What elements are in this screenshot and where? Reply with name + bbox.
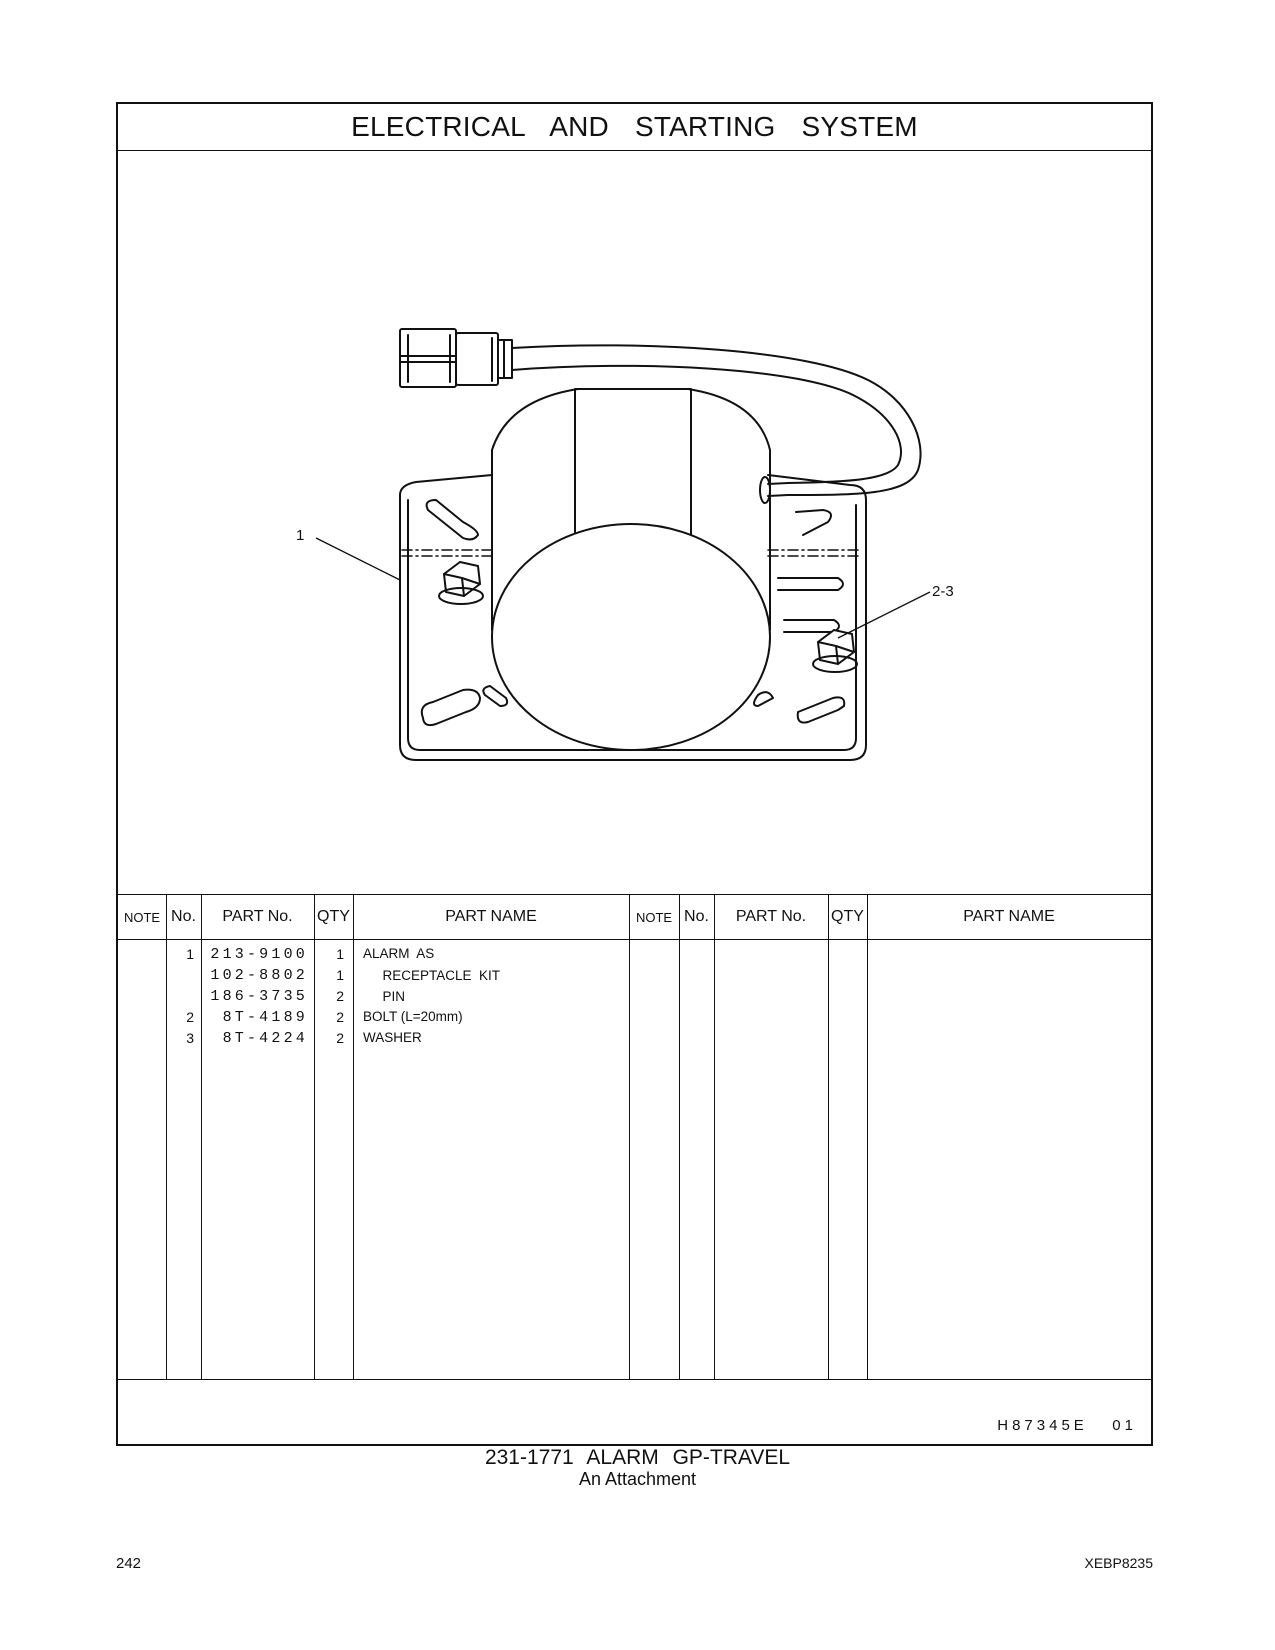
row-part-no: 8T-4224 — [222, 1030, 308, 1047]
row-qty: 2 — [336, 1030, 344, 1046]
group-subcaption: An Attachment — [578, 1469, 697, 1489]
row-qty: 1 — [336, 946, 344, 962]
callout-2-3: 2-3 — [932, 583, 954, 600]
plate-slot-lower-right — [798, 697, 845, 722]
header-note-left: NOTE — [123, 909, 161, 925]
row-part-no: 186-3735 — [210, 988, 308, 1005]
row-part-name: PIN — [375, 989, 406, 1004]
row-part-name: RECEPTACLE KIT — [375, 968, 501, 983]
header-partname-left: PART NAME — [445, 908, 537, 925]
sheet-title: ELECTRICAL AND STARTING SYSTEM — [351, 111, 918, 142]
row-part-no: 8T-4189 — [222, 1009, 308, 1026]
parts-table — [118, 894, 1151, 1380]
parts-sheet-frame — [116, 102, 1153, 1446]
header-qty-right: QTY — [831, 908, 864, 925]
row-no: 2 — [186, 1009, 194, 1025]
header-partno-right: PART No. — [735, 908, 807, 925]
drawing-code: H87345E 01 — [997, 1417, 1137, 1434]
row-part-name: BOLT (L=20mm) — [363, 1009, 463, 1024]
header-partno-left: PART No. — [222, 908, 293, 925]
row-qty: 2 — [336, 1009, 344, 1025]
alarm-assembly-drawing — [118, 150, 1151, 894]
page-number: 242 — [116, 1555, 142, 1572]
row-part-no: 213-9100 — [210, 946, 308, 963]
row-part-name: ALARM AS — [363, 946, 435, 961]
row-qty: 2 — [336, 988, 344, 1004]
row-part-no: 102-8802 — [210, 967, 308, 984]
header-no-left: No. — [171, 908, 196, 925]
header-no-right: No. — [684, 908, 709, 925]
plate-slot-upper-left — [427, 500, 478, 539]
callout-1: 1 — [296, 527, 305, 544]
illustration-area — [118, 150, 1151, 894]
leader-line-1 — [316, 538, 400, 580]
header-partname-right: PART NAME — [963, 908, 1055, 925]
alarm-top-band — [575, 389, 691, 539]
group-caption: 231-1771 ALARM GP-TRAVEL — [484, 1446, 791, 1469]
header-note-right: NOTE — [635, 909, 673, 925]
row-part-name: WASHER — [363, 1030, 422, 1045]
row-qty: 1 — [336, 967, 344, 983]
row-no: 3 — [186, 1030, 194, 1046]
alarm-front-face — [492, 524, 770, 750]
plate-slot-upper-right — [796, 510, 831, 535]
plate-slot-lower-left — [422, 690, 480, 725]
sheet-title-bar — [118, 104, 1151, 151]
document-id: XEBP8235 — [1084, 1555, 1153, 1571]
row-no: 1 — [186, 946, 194, 962]
leader-line-2-3 — [838, 592, 930, 638]
header-qty-left: QTY — [317, 908, 350, 925]
cable-outer — [512, 345, 921, 496]
table-header-divider — [118, 939, 1151, 940]
